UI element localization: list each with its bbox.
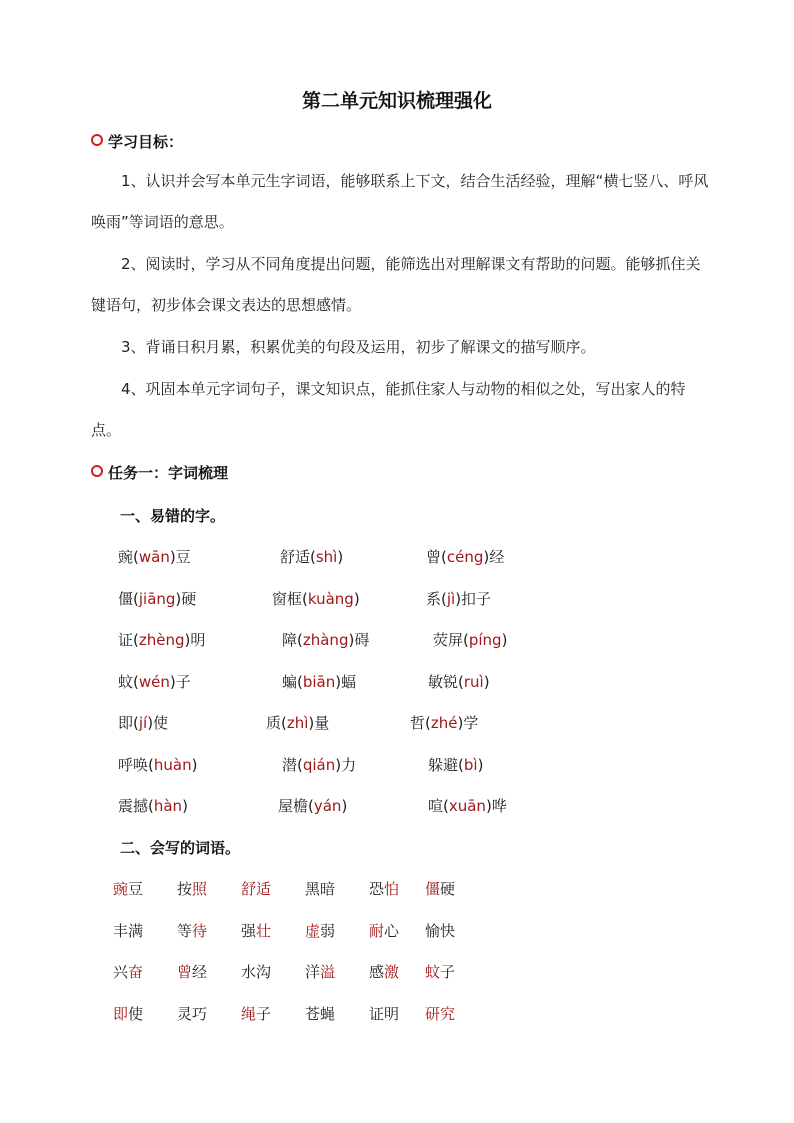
pinyin-text: zhàng xyxy=(302,631,349,649)
goals-heading xyxy=(91,131,183,152)
pinyin-text: zhì xyxy=(286,714,309,732)
pinyin-text: huàn xyxy=(153,755,192,774)
vocab-word: 证明 xyxy=(369,1004,400,1023)
pinyin-item: 蝙(biān)蝠 xyxy=(282,672,357,691)
pinyin-text: zhé xyxy=(430,714,458,732)
pinyin-item: 系(jì)扣子 xyxy=(426,589,492,608)
pinyin-item: 曾(céng)经 xyxy=(426,548,505,566)
vocab-word: 耐心 xyxy=(369,921,400,940)
pinyin-item: 僵(jiāng)硬 xyxy=(118,589,197,608)
pinyin-item: 哲(zhé)学 xyxy=(410,714,479,732)
pinyin-item: 躲避(bì) xyxy=(428,755,484,774)
pinyin-item: 蚊(wén)子 xyxy=(118,672,191,691)
part1-heading: 一、易错的字。 xyxy=(120,507,226,525)
goal-item-2: 2、阅读时，学习从不同角度提出问题，能筛选出对理解课文有帮助的问题。能够抓住关键语句，初步体会课文表达的思想感情。 xyxy=(91,255,701,314)
pinyin-item: 窗框(kuàng) xyxy=(272,589,360,608)
pinyin-item: 敏锐(ruì) xyxy=(428,672,490,691)
pinyin-text: jì xyxy=(446,589,456,608)
vocab-word: 黑暗 xyxy=(305,880,336,898)
vocab-word: 虚弱 xyxy=(305,921,336,940)
pinyin-text: xuān xyxy=(448,797,486,815)
pinyin-item: 即(jí)使 xyxy=(118,714,169,732)
vocab-word: 愉快 xyxy=(425,921,456,940)
vocab-word: 苍蝇 xyxy=(305,1004,336,1023)
pinyin-text: qián xyxy=(302,755,336,774)
vocab-word: 等待 xyxy=(177,921,208,940)
pinyin-item: 障(zhàng)碍 xyxy=(282,631,370,649)
pinyin-text: jí xyxy=(138,714,148,732)
pinyin-item: 质(zhì)量 xyxy=(266,714,330,732)
vocab-word: 僵硬 xyxy=(425,880,456,898)
pinyin-text: wān xyxy=(138,548,170,566)
vocab-word: 灵巧 xyxy=(177,1004,208,1023)
vocab-word: 研究 xyxy=(425,1004,456,1023)
vocab-word: 绳子 xyxy=(241,1004,272,1023)
pinyin-item: 豌(wān)豆 xyxy=(118,548,191,566)
task1-heading-text: 任务一：字词梳理 xyxy=(108,464,229,482)
goal-item-4: 4、巩固本单元字词句子，课文知识点，能抓住家人与动物的相似之处，写出家人的特点。 xyxy=(91,380,686,439)
pinyin-text: wén xyxy=(138,672,170,691)
goals-heading-text: 学习目标： xyxy=(108,133,184,151)
vocab-word: 曾经 xyxy=(177,963,208,981)
pinyin-item: 呼唤(huàn) xyxy=(118,755,198,774)
pinyin-item: 证(zhèng)明 xyxy=(118,631,206,649)
vocab-word: 恐怕 xyxy=(369,880,400,898)
vocab-word: 强壮 xyxy=(241,921,272,940)
pinyin-text: shì xyxy=(315,548,338,566)
vocab-word: 洋溢 xyxy=(305,963,336,981)
vocab-word: 兴奋 xyxy=(113,963,144,981)
page-title: 第二单元知识梳理强化 xyxy=(301,90,492,112)
vocab-word: 丰满 xyxy=(113,921,144,940)
pinyin-text: céng xyxy=(446,548,484,566)
vocab-word: 豌豆 xyxy=(113,880,144,898)
vocab-word: 感激 xyxy=(369,963,400,981)
goal-item-1: 1、认识并会写本单元生字词语，能够联系上下文，结合生活经验，理解“横七竖八、呼风唤雨”等词语的意思。 xyxy=(91,172,709,231)
pinyin-text: bì xyxy=(463,755,478,774)
pinyin-item: 潜(qián)力 xyxy=(282,755,357,774)
task1-heading xyxy=(91,462,228,483)
goal-item-3: 3、背诵日积月累，积累优美的句段及运用，初步了解课文的描写顺序。 xyxy=(121,338,596,356)
circle-bullet-icon xyxy=(91,465,103,477)
vocab-word: 按照 xyxy=(177,880,208,898)
pinyin-text: biān xyxy=(302,672,336,691)
pinyin-text: zhèng xyxy=(138,631,185,649)
pinyin-text: hàn xyxy=(153,797,183,815)
pinyin-text: kuàng xyxy=(307,589,354,608)
pinyin-text: jiāng xyxy=(138,589,176,608)
part2-heading: 二、会写的词语。 xyxy=(120,839,241,857)
pinyin-text: píng xyxy=(468,631,502,649)
vocab-word: 水沟 xyxy=(241,963,272,981)
vocab-word: 即使 xyxy=(113,1004,144,1023)
pinyin-item: 舒适(shì) xyxy=(280,548,344,566)
pinyin-item: 荧屏(píng) xyxy=(433,631,508,649)
pinyin-item: 震撼(hàn) xyxy=(118,797,188,815)
vocab-word: 舒适 xyxy=(241,880,272,898)
circle-bullet-icon xyxy=(91,134,103,146)
pinyin-item: 屋檐(yán) xyxy=(278,797,348,815)
vocab-word: 蚊子 xyxy=(425,963,456,981)
pinyin-text: ruì xyxy=(463,672,484,691)
pinyin-text: yán xyxy=(313,797,342,815)
pinyin-item: 喧(xuān)哗 xyxy=(428,797,507,815)
